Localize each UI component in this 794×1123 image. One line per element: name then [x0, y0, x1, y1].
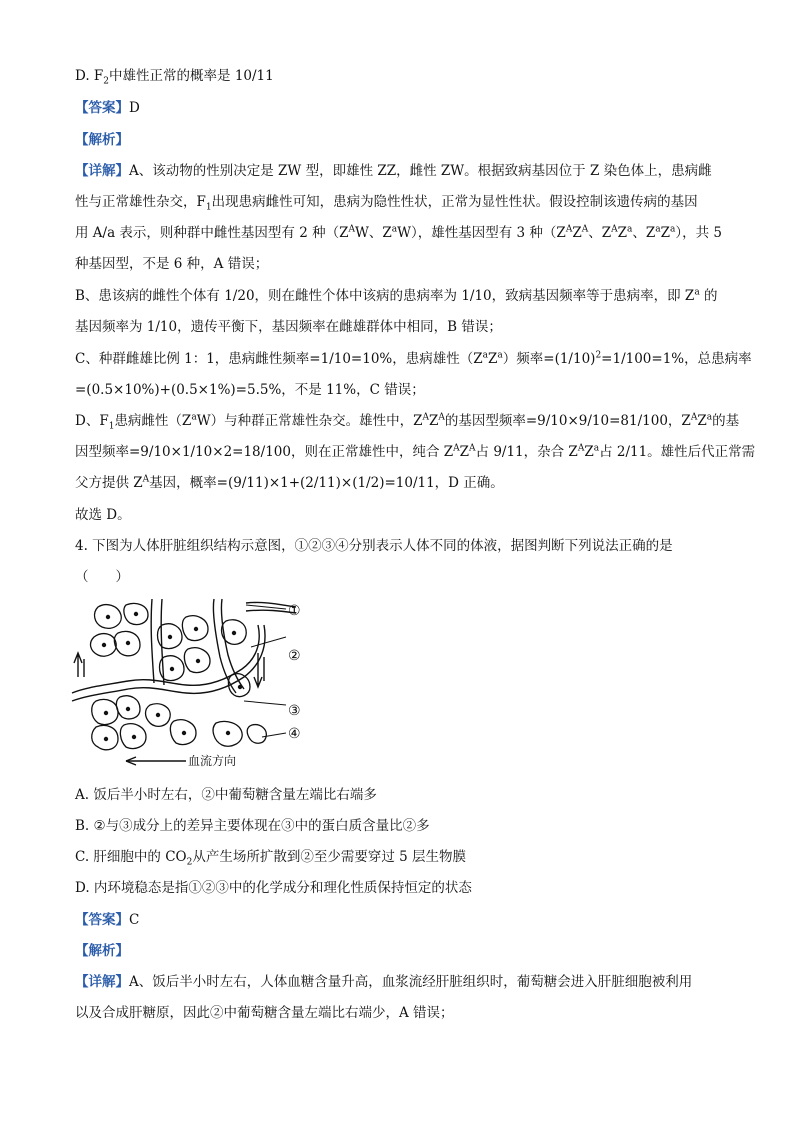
blood-flow-label: 血流方向	[188, 754, 237, 768]
q3-detail-d-line-1: D、$F_1$患病雌性$(Z^aW)$与种群正常雄性杂交。雄性中，$Z^AZ^A$的基因型频率=9/10×9/10=81/100，$Z^AZ^a$的基	[75, 412, 740, 432]
label-3: ③	[288, 703, 301, 719]
q4-option-b: B. ②与③成分上的差异主要体现在③中的蛋白质含量比②多	[75, 818, 430, 834]
q4-stem-line-2: （ ）	[75, 569, 129, 585]
q3-option-d: D. $F_2$中雄性正常的概率是 10/11	[75, 68, 274, 87]
q4-detail-line-2: 以及合成肝糖原，因此②中葡萄糖含量左端比右端少，A 错误；	[75, 1005, 454, 1021]
vessel-wall	[161, 599, 164, 685]
q3-detail-line-1: 【详解】A、该动物的性别决定是 ZW 型，即雄性 ZZ，雌性 ZW。根据致病基因位于 Z 染色体上，患病雌	[75, 163, 712, 179]
label-leader-3	[244, 701, 286, 705]
q3-detail-line-3: 用 A/a 表示，则种群中雌性基因型有 2 种（$Z^AW$、$Z^aW$），雄性基因型有 3 种（$Z^AZ^A$、$Z^AZ^a$、$Z^aZ^a$），共 5	[75, 224, 723, 241]
q3-conclusion: 故选 D。	[75, 507, 131, 523]
flow-down-arrow	[254, 653, 262, 687]
label-1: ①	[288, 603, 301, 619]
q3-detail-c-line-2: =(0.5×10%)+(0.5×1%)=5.5%，不是 11%，C 错误；	[75, 382, 425, 398]
label-2: ②	[288, 648, 301, 664]
label-4: ④	[288, 726, 301, 742]
q3-answer: 【答案】D	[75, 100, 140, 116]
liver-tissue-svg	[66, 597, 316, 772]
capillary-wall	[72, 625, 259, 693]
q3-detail-line-2: 性与正常雄性杂交，$F_1$出现患病雌性可知，患病为隐性性状，正常为显性性状。假设控制该遗传病的基因	[75, 194, 698, 213]
q4-analysis-tag: 【解析】	[75, 943, 129, 959]
answer-tag: 【答案】	[75, 100, 129, 116]
tissue-cell	[247, 725, 266, 744]
label-leader-4	[262, 733, 286, 737]
q4-option-d: D. 内环境稳态是指①②③中的化学成分和理化性质保持恒定的状态	[75, 880, 472, 896]
q4-option-c: C. 肝细胞中的 $CO_2$从产生场所扩散到②至少需要穿过 5 层生物膜	[75, 849, 467, 868]
q3-detail-b-line-2: 基因频率为 1/10，遗传平衡下，基因频率在雌雄群体中相同，B 错误；	[75, 319, 502, 335]
q3-detail-line-4: 种基因型，不是 6 种，A 错误；	[75, 256, 269, 272]
q3-analysis-tag: 【解析】	[75, 132, 129, 148]
q3-detail-c-line-1: C、种群雌雄比例 1：1，患病雌性频率=1/10=10%，患病雄性$(Z^aZ^a)$频率$=(1/10)^2=1/100=1\%$，总患病率	[75, 350, 752, 367]
liver-tissue-diagram	[66, 597, 316, 772]
vessel-wall	[151, 599, 154, 683]
q4-detail-line-1: 【详解】A、饭后半小时左右，人体血糖含量升高，血浆流经肝脏组织时，葡萄糖会进入肝脏细胞被利用	[75, 974, 693, 990]
flow-up-arrow	[74, 653, 82, 677]
q3-detail-d-line-3: 父方提供 $Z^A$基因，概率=(9/11)×1+(2/11)×(1/2)=10/11，D 正确。	[75, 474, 504, 491]
q3-detail-b-line-1: B、患该病的雌性个体有 1/20，则在雌性个体中该病的患病率为 1/10，致病基因频率等于患病率，即 $Z^a$ 的	[75, 287, 718, 304]
q4-option-a: A. 饭后半小时左右，②中葡萄糖含量左端比右端多	[75, 787, 377, 803]
q4-answer: 【答案】C	[75, 912, 140, 928]
q3-detail-d-line-2: 因型频率=9/10×1/10×2=18/100，则在正常雄性中，纯合 $Z^AZ^A$占 9/11，杂合 $Z^AZ^a$占 2/11。雄性后代正常需	[75, 443, 756, 460]
label-leader-2	[251, 637, 286, 647]
q4-stem-line-1: 4. 下图为人体肝脏组织结构示意图，①②③④分别表示人体不同的体液，据图判断下列说法正确的是	[75, 538, 673, 554]
label-leader-1	[246, 605, 286, 609]
